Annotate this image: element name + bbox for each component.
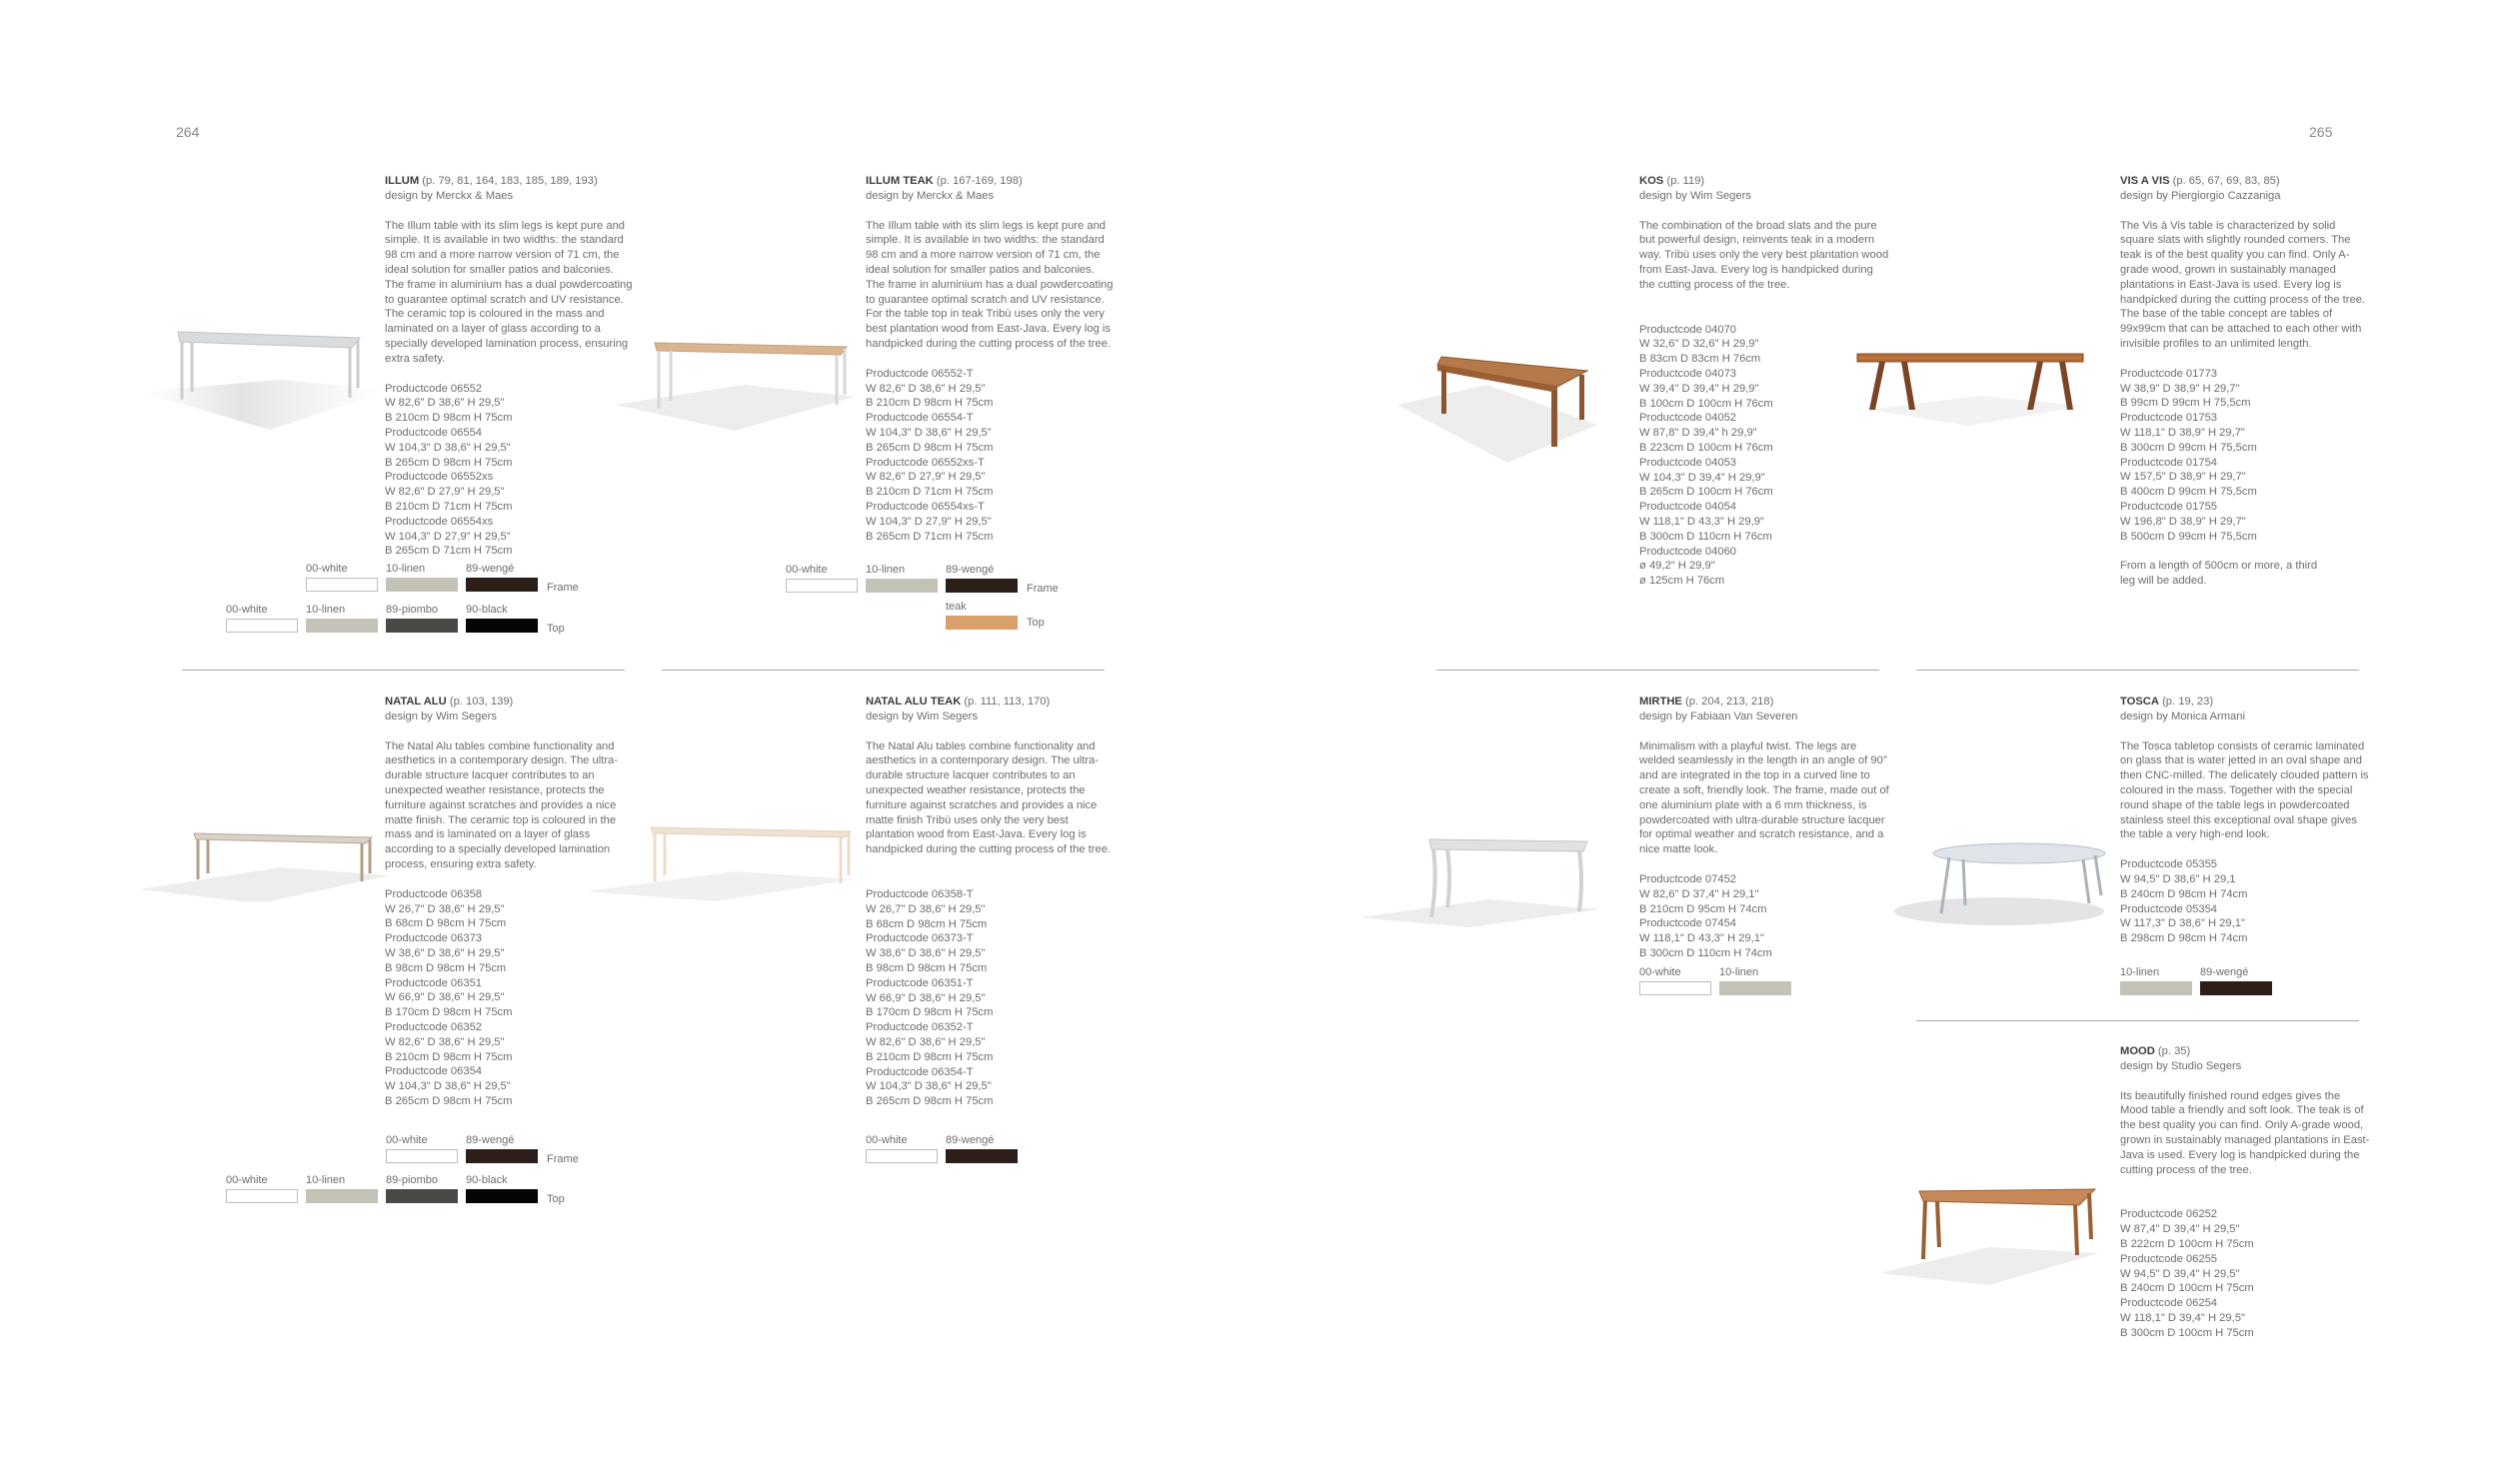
mirthe-name: MIRTHE: [1639, 696, 1682, 708]
natal-alu-designer: design by Wim Segers: [385, 710, 497, 723]
divider: [182, 670, 625, 671]
mood-pages: (p. 35): [2154, 1045, 2191, 1057]
mirthe-product: [1639, 695, 1889, 961]
top-label: Top: [1027, 617, 1045, 629]
tosca-name: TOSCA: [2120, 696, 2159, 708]
spec-line: Productcode 01754: [2120, 456, 2218, 469]
swatch-wenge-box: [946, 579, 1018, 593]
spec-line: W 82,6" D 38,6" H 29,5": [385, 1035, 505, 1048]
swatch-piombo-box: [386, 619, 458, 633]
mood-name: MOOD: [2120, 1045, 2155, 1057]
illum-teak-name: ILLUM TEAK: [866, 175, 934, 187]
frame-label: Frame: [547, 582, 579, 594]
spec-line: W 82,6" D 27,9" H 29,5": [385, 486, 505, 499]
page-number-left: 264: [176, 124, 200, 140]
illum-teak-pages: (p. 167-169, 198): [933, 175, 1023, 187]
spec-line: B 210cm D 98cm H 75cm: [866, 1050, 994, 1063]
swatch-linen: 10-linen: [306, 604, 378, 633]
spec-line: Productcode 04053: [1639, 456, 1737, 469]
spec-line: W 26,7" D 38,6" H 29,5": [385, 902, 505, 915]
frame-label: Frame: [547, 1153, 579, 1165]
spec-line: B 98cm D 98cm H 75cm: [385, 961, 507, 974]
spec-line: W 82,6" D 37,4" H 29,1": [1639, 887, 1759, 900]
swatch-white-box: [786, 579, 858, 593]
spec-line: ø 49,2" H 29,9": [1639, 560, 1715, 573]
natal-alu-specs: [385, 887, 635, 1109]
spec-line: B 210cm D 71cm H 75cm: [385, 500, 513, 513]
spec-line: W 157,5" D 38,9" H 29,7": [2120, 471, 2246, 484]
swatch-linen: 10-linen: [866, 564, 938, 593]
swatch-linen-box: [306, 1189, 378, 1203]
top-label: Top: [547, 1193, 565, 1205]
swatch-black: 90-black: [466, 604, 538, 633]
spec-line: W 32,6" D 32,6" H 29,9": [1639, 338, 1759, 351]
spec-line: Productcode 06554-T: [866, 412, 974, 425]
kos-description: The combination of the broad slats and the pure but powerful design, reinvents teak in a modern way. Tribù uses only the very best plantation wood from East-Java. Every log is handpicked during the cutting process of the tree.: [1639, 219, 1889, 291]
spec-line: Productcode 06255: [2120, 1252, 2218, 1265]
spec-line: Productcode 06352-T: [866, 1021, 974, 1034]
swatch-white: 00-white: [786, 564, 858, 593]
spec-line: W 94,5" D 38,6" H 29,1: [2120, 872, 2236, 885]
mood-designer: design by Studio Segers: [2120, 1059, 2242, 1072]
spec-line: B 210cm D 98cm H 75cm: [385, 1050, 513, 1063]
mood-description: Its beautifully finished round edges gives the Mood table a friendly and soft look. The teak is of the best quality you can find. Only A-grade wood, grown in sustainably managed plantations in East-Java is used. Every log is handpicked during the cutting process of the tree.: [2120, 1089, 2370, 1176]
spec-line: Productcode 07452: [1639, 872, 1737, 885]
swatch-teak-box: [946, 616, 1018, 630]
spec-line: Productcode 06373-T: [866, 932, 974, 945]
vis-a-vis-pages: (p. 65, 67, 69, 83, 85): [2169, 175, 2280, 187]
spec-line: B 170cm D 98cm H 75cm: [385, 1006, 513, 1019]
swatch-white: 00-white: [386, 1134, 458, 1163]
spec-line: B 300cm D 110cm H 74cm: [1639, 946, 1772, 959]
spec-line: Productcode 05354: [2120, 902, 2218, 915]
spec-line: Productcode 04070: [1639, 323, 1737, 336]
swatch-white-box: [226, 619, 298, 633]
spec-line: Productcode 06351-T: [866, 976, 974, 989]
swatch-piombo: 89-piombo: [386, 1174, 458, 1203]
spec-line: W 26,7" D 38,6" H 29,5": [866, 902, 986, 915]
swatch-white: 00-white: [1639, 966, 1711, 995]
spec-line: W 118,1" D 39,4" H 29,5": [2120, 1311, 2245, 1324]
divider: [1916, 1020, 2359, 1021]
divider: [1916, 670, 2359, 671]
spec-line: Productcode 06552xs-T: [866, 456, 985, 469]
spec-line: B 265cm D 100cm H 76cm: [1639, 486, 1773, 499]
vis-a-vis-designer: design by Piergiorgio Cazzaniga: [2120, 189, 2281, 202]
spec-line: B 68cm D 98cm H 75cm: [866, 917, 988, 930]
spec-line: B 99cm D 99cm H 75,5cm: [2120, 397, 2251, 410]
spec-line: B 222cm D 100cm H 75cm: [2120, 1237, 2254, 1250]
swatch-linen-box: [1719, 981, 1791, 995]
divider: [662, 670, 1105, 671]
spec-line: W 104,3" D 39,4" H 29,9": [1639, 471, 1765, 484]
spec-line: B 240cm D 98cm H 74cm: [2120, 887, 2248, 900]
spec-line: W 39,4" D 39,4" H 29,9": [1639, 382, 1759, 395]
illum-description: The Illum table with its slim legs is kept pure and simple. It is available in two widths: the standard 98 cm and a more narrow version of 71 cm, the ideal solution for smaller patios and balconies. The frame in aluminium has a dual powdercoating to guarantee optimal scratch and UV resistance. The ceramic top is coloured in the mass and laminated on a layer of glass according to a specially developed lamination process, ensuring extra safety.: [385, 219, 633, 365]
spec-line: Productcode 06358-T: [866, 887, 974, 900]
spec-line: Productcode 04052: [1639, 412, 1737, 425]
swatch-wenge: 89-wengé: [466, 563, 538, 592]
swatch-white-box: [386, 1149, 458, 1163]
spec-line: Productcode 04060: [1639, 545, 1737, 558]
swatch-piombo: 89-piombo: [386, 604, 458, 633]
swatch-wenge: 89-wengé: [946, 1134, 1018, 1163]
natal-alu-name: NATAL ALU: [385, 696, 447, 708]
illum-specs: [385, 382, 635, 560]
mood-specs: [2120, 1207, 2370, 1340]
illum-teak-title: [866, 174, 1116, 189]
illum-teak-specs: [866, 367, 1116, 545]
swatch-white-box: [226, 1189, 298, 1203]
spec-line: W 82,6" D 38,6" H 29,5": [385, 397, 505, 410]
natal-alu-teak-product: [866, 695, 1116, 1109]
natal-alu-teak-name: NATAL ALU TEAK: [866, 696, 962, 708]
natal-alu-teak-pages: (p. 111, 113, 170): [961, 696, 1051, 708]
natal-alu-teak-title: [866, 695, 1116, 710]
spec-line: B 265cm D 71cm H 75cm: [866, 530, 994, 543]
vis-a-vis-product: [2120, 174, 2370, 589]
spec-line: B 223cm D 100cm H 76cm: [1639, 441, 1773, 454]
spec-line: B 210cm D 95cm H 74cm: [1639, 902, 1767, 915]
spec-line: W 66,9" D 38,6" H 29,5": [866, 991, 986, 1004]
spec-line: B 83cm D 83cm H 76cm: [1639, 353, 1761, 366]
spec-line: W 82,6" D 27,9" H 29,5": [866, 471, 986, 484]
illum-table-image: [140, 320, 390, 435]
spec-line: Productcode 06254: [2120, 1297, 2218, 1310]
natal-alu-table-image: [140, 811, 390, 901]
tosca-description: The Tosca tabletop consists of ceramic laminated on glass that is water jetted in an oval shape and then CNC-milled. The delicately clouded pattern is coloured in the mass. Together with the special round shape of the table legs in powdercoated stainless steel this exceptional oval shape gives the table a very high-end look.: [2120, 740, 2369, 841]
tosca-pages: (p. 19, 23): [2158, 696, 2214, 708]
spec-line: W 104,3" D 38,6" H 29,5": [385, 1080, 511, 1093]
spec-line: B 300cm D 99cm H 75,5cm: [2120, 441, 2257, 454]
tosca-product: [2120, 695, 2370, 946]
swatch-white: 00-white: [226, 1174, 298, 1203]
swatch-wenge-box: [466, 1149, 538, 1163]
swatch-linen-box: [866, 579, 938, 593]
spec-line: W 104,3" D 27,9" H 29,5": [385, 530, 511, 543]
spec-line: B 98cm D 98cm H 75cm: [866, 961, 988, 974]
spec-line: W 117,3" D 38,6" H 29,1": [2120, 917, 2245, 930]
illum-teak-description: The Illum table with its slim legs is kept pure and simple. It is available in two widths: the standard 98 cm and a more narrow version of 71 cm, the ideal solution for smaller patios and balconies. The frame in aluminium has a dual powdercoating to guarantee optimal scratch and UV resistance. For the table top in teak Tribù uses only the very best plantation wood from East-Java. Every log is handpicked during the cutting process of the tree.: [866, 219, 1114, 350]
spec-line: Productcode 05355: [2120, 858, 2218, 871]
spec-line: B 170cm D 98cm H 75cm: [866, 1006, 994, 1019]
spec-line: Productcode 04054: [1639, 501, 1737, 514]
mood-title: [2120, 1044, 2370, 1059]
swatch-linen-box: [306, 619, 378, 633]
swatch-white: 00-white: [226, 604, 298, 633]
spec-line: Productcode 01753: [2120, 412, 2218, 425]
spec-line: B 240cm D 100cm H 75cm: [2120, 1282, 2254, 1295]
spec-line: W 66,9" D 38,6" H 29,5": [385, 991, 505, 1004]
mirthe-title: [1639, 695, 1889, 710]
illum-teak-designer: design by Merckx & Maes: [866, 189, 995, 202]
vis-a-vis-title: [2120, 174, 2370, 189]
spec-line: Productcode 06552-T: [866, 367, 974, 380]
spec-line: B 298cm D 98cm H 74cm: [2120, 932, 2248, 945]
spec-line: Productcode 01773: [2120, 367, 2218, 380]
swatch-black-box: [466, 1189, 538, 1203]
swatch-linen: 10-linen: [2120, 966, 2192, 995]
swatch-piombo-box: [386, 1189, 458, 1203]
swatch-wenge: 89-wengé: [946, 564, 1018, 593]
spec-line: W 104,3" D 38,6" H 29,5": [866, 426, 992, 439]
mirthe-pages: (p. 204, 213, 218): [1681, 696, 1774, 708]
frame-label: Frame: [1027, 583, 1059, 595]
spec-line: B 300cm D 110cm H 76cm: [1639, 530, 1772, 543]
spec-line: B 265cm D 71cm H 75cm: [385, 545, 513, 558]
vis-a-vis-specs: [2120, 367, 2370, 545]
vis-a-vis-table-image: [1849, 340, 2089, 430]
mood-product: [2120, 1044, 2370, 1341]
spec-line: Productcode 01755: [2120, 500, 2218, 513]
vis-a-vis-name: VIS A VIS: [2120, 175, 2170, 187]
mirthe-specs: [1639, 872, 1889, 961]
illum-name: ILLUM: [385, 175, 420, 187]
illum-title: [385, 174, 635, 189]
spec-line: B 265cm D 98cm H 75cm: [385, 1094, 513, 1107]
spec-line: W 104,3" D 27,9" H 29,5": [866, 515, 992, 528]
spec-line: W 118,1" D 43,3" H 29,1": [1639, 932, 1764, 945]
spec-line: Productcode 06554: [385, 426, 483, 439]
spec-line: Productcode 06252: [2120, 1208, 2218, 1221]
spec-line: W 38,6" D 38,6" H 29,5": [866, 947, 986, 960]
spec-line: Productcode 06552xs: [385, 471, 494, 484]
swatch-black: 90-black: [466, 1174, 538, 1203]
kos-table-image: [1397, 345, 1597, 465]
swatch-linen: 10-linen: [386, 563, 458, 592]
swatch-teak: teak: [946, 601, 1018, 630]
kos-pages: (p. 119): [1663, 175, 1705, 187]
mirthe-designer: design by Fabiaan Van Severen: [1639, 710, 1798, 723]
swatch-wenge-box: [2200, 981, 2272, 995]
kos-designer: design by Wim Segers: [1639, 189, 1751, 202]
top-label: Top: [547, 623, 565, 635]
swatch-white: 00-white: [866, 1134, 938, 1163]
spec-line: Productcode 06354-T: [866, 1065, 974, 1078]
swatch-wenge-box: [466, 578, 538, 592]
mirthe-description: Minimalism with a playful twist. The legs are welded seamlessly in the length in an angle of 90° and are integrated in the top in a curved line to create a soft, friendly look. The frame, made out of one aluminium plate with a 6 mm thickness, is powdercoated with ultra-durable structure lacquer for optimal weather and scratch resistance, and a nice matte look.: [1639, 740, 1889, 856]
spec-line: Productcode 06352: [385, 1020, 483, 1033]
swatch-white-box: [306, 578, 378, 592]
swatch-linen: 10-linen: [1719, 966, 1791, 995]
spec-line: B 265cm D 98cm H 75cm: [866, 1095, 994, 1108]
spec-line: W 118,1" D 38,9" H 29,7": [2120, 426, 2245, 439]
tosca-specs: [2120, 857, 2370, 946]
spec-line: W 87,4" D 39,4" H 29,5": [2120, 1223, 2240, 1236]
natal-alu-description: The Natal Alu tables combine functionality and aesthetics in a contemporary design. The ultra-durable structure lacquer contributes to an unexpected weather resistance, protects the furniture against scratches and provides a nice matte finish. The ceramic top is coloured in the mass and is laminated on a layer of glass according to a specially developed lamination process, ensuring extra safety.: [385, 740, 618, 870]
spec-line: W 104,3" D 38,6" H 29,5": [866, 1080, 992, 1093]
spec-line: Productcode 06358: [385, 887, 483, 900]
natal-alu-teak-designer: design by Wim Segers: [866, 710, 978, 723]
spec-line: W 104,3" D 38,6" H 29,5": [385, 441, 511, 454]
spec-line: B 100cm D 100cm H 76cm: [1639, 397, 1773, 410]
spec-line: W 82,6" D 38,6" H 29,5": [866, 1035, 986, 1048]
spec-line: Productcode 06351: [385, 976, 483, 989]
swatch-wenge: 89-wengé: [466, 1134, 538, 1163]
page-number-right: 265: [2309, 124, 2333, 140]
natal-alu-teak-table-image: [585, 809, 855, 904]
natal-alu-teak-specs: [866, 887, 1116, 1109]
vis-a-vis-note: From a length of 500cm or more, a third leg will be added.: [2120, 560, 2318, 588]
natal-alu-teak-description: The Natal Alu tables combine functionality and aesthetics in a contemporary design. The ultra-durable structure lacquer contributes to an unexpected weather resistance, protects the furniture against scratches and provides a nice matte finish Tribù uses only the very best plantation wood from East-Java. Every log is handpicked during the cutting process of the tree.: [866, 740, 1112, 856]
spec-line: W 82,6" D 38,6" H 29,5": [866, 382, 986, 395]
spec-line: B 68cm D 98cm H 75cm: [385, 917, 507, 930]
spec-line: Productcode 06373: [385, 932, 483, 945]
spec-line: B 400cm D 99cm H 75,5cm: [2120, 486, 2257, 499]
spec-line: W 87,8" D 39,4" h 29,9": [1639, 427, 1757, 440]
swatch-linen-box: [386, 578, 458, 592]
illum-product: [385, 174, 635, 559]
swatch-linen-box: [2120, 981, 2192, 995]
spec-line: W 196,8" D 38,9" H 29,7": [2120, 515, 2246, 528]
swatch-wenge-box: [946, 1149, 1018, 1163]
spec-line: W 38,9" D 38,9" H 29,7": [2120, 382, 2240, 395]
spec-line: B 210cm D 98cm H 75cm: [385, 412, 513, 425]
spec-line: W 94,5" D 39,4" H 29,5": [2120, 1267, 2240, 1280]
vis-a-vis-description: The Vis à Vis table is characterized by solid square slats with slightly rounded corners. The teak is of the best quality you can find. Only A-grade wood, grown in sustainably managed plantations in East-Java is used. Every log is handpicked during the cutting process of the tree. The base of the table concept are tables of 99x99cm that can be attached to each other with invisible profiles to an unlimited length.: [2120, 219, 2366, 350]
spec-line: Productcode 07454: [1639, 917, 1737, 930]
illum-teak-table-image: [615, 325, 855, 435]
illum-teak-product: [866, 174, 1116, 544]
spec-line: W 38,6" D 38,6" H 29,5": [385, 946, 505, 959]
illum-pages: (p. 79, 81, 164, 183, 185, 189, 193): [419, 175, 598, 187]
spec-line: W 118,1" D 43,3" H 29,9": [1639, 515, 1764, 528]
tosca-title: [2120, 695, 2370, 710]
spec-line: B 500cm D 99cm H 75,5cm: [2120, 530, 2257, 543]
swatch-white-box: [1639, 981, 1711, 995]
tosca-designer: design by Monica Armani: [2120, 710, 2245, 723]
swatch-linen: 10-linen: [306, 1174, 378, 1203]
illum-designer: design by Merckx & Maes: [385, 189, 514, 202]
natal-alu-title: [385, 695, 635, 710]
mirthe-table-image: [1359, 821, 1599, 931]
spec-line: ø 125cm H 76cm: [1639, 575, 1725, 588]
spec-line: B 210cm D 98cm H 75cm: [866, 397, 994, 410]
spec-line: B 300cm D 100cm H 75cm: [2120, 1326, 2254, 1339]
spec-line: Productcode 06552: [385, 382, 483, 395]
spec-line: B 265cm D 98cm H 75cm: [866, 441, 994, 454]
swatch-wenge: 89-wengé: [2200, 966, 2272, 995]
tosca-table-image: [1869, 821, 2109, 931]
swatch-white: 00-white: [306, 563, 378, 592]
kos-title: [1639, 174, 1889, 189]
mood-table-image: [1879, 1177, 2099, 1287]
natal-alu-pages: (p. 103, 139): [446, 696, 514, 708]
divider: [1436, 670, 1879, 671]
spec-line: Productcode 04073: [1639, 367, 1737, 380]
spec-line: Productcode 06554xs-T: [866, 500, 985, 513]
swatch-black-box: [466, 619, 538, 633]
swatch-white-box: [866, 1149, 938, 1163]
spec-line: Productcode 06354: [385, 1065, 483, 1078]
spec-line: B 265cm D 98cm H 75cm: [385, 456, 513, 469]
kos-name: KOS: [1639, 175, 1664, 187]
spec-line: Productcode 06554xs: [385, 515, 494, 528]
spec-line: B 210cm D 71cm H 75cm: [866, 486, 994, 499]
